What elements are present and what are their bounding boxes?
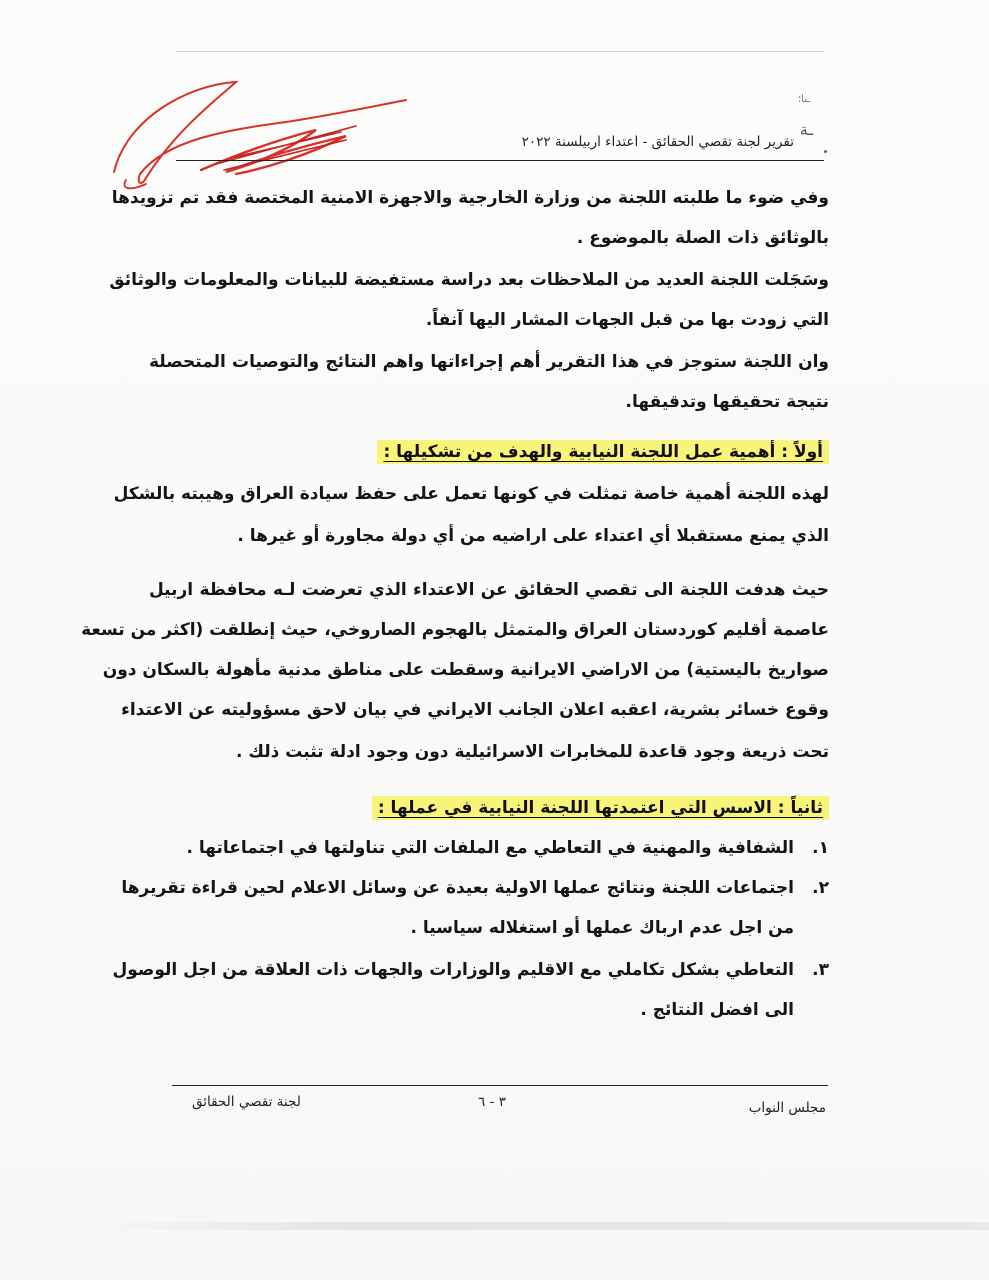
- paragraph-line: حيث هدفت اللجنة الى تقصي الحقائق عن الاعتداء الذي تعرضت لـه محافظة اربيل: [149, 580, 829, 600]
- paragraph-line: وفي ضوء ما طلبته اللجنة من وزارة الخارجية والاجهزة الامنية المختصة فقد تم تزويدها: [111, 188, 829, 208]
- list-item: الشفافية والمهنية في التعاطي مع الملفات التي تناولتها في اجتماعاتها .: [186, 838, 794, 858]
- corner-marking: ـنا؛: [798, 94, 811, 105]
- top-border-line: [176, 51, 824, 52]
- page-number: ٣ - ٦: [478, 1094, 506, 1110]
- list-item-number: ١.: [812, 838, 829, 858]
- paragraph-line: التي زودت بها من قبل الجهات المشار اليها آنفاً.: [425, 310, 829, 330]
- paragraph-line: الذي يمنع مستقبلا أي اعتداء على اراضيه من أي دولة مجاورة أو غيرها .: [237, 526, 829, 546]
- footer-council-name: مجلس النواب: [748, 1100, 826, 1116]
- paragraph-line: عاصمة أقليم كوردستان العراق والمتمثل بالهجوم الصاروخي، حيث إنطلقت (اكثر من تسعة: [81, 620, 829, 640]
- list-item: من اجل عدم ارباك عملها أو استغلاله سياسيا .: [410, 918, 794, 938]
- paragraph-line: وان اللجنة ستوجز في هذا التقرير أهم إجراءاتها واهم النتائج والتوصيات المتحصلة: [149, 352, 829, 372]
- section-heading: أولاً : أهمية عمل اللجنة النيابية والهدف من تشكيلها :: [377, 440, 829, 464]
- list-item-number: ٢.: [812, 878, 829, 898]
- report-title: تقرير لجنة تقصي الحقائق - اعتداء اربيلسنة ٢٠٢٢: [521, 134, 794, 150]
- section-heading: ثانياً : الاسس التي اعتمدتها اللجنة النيابية في عملها :: [372, 796, 829, 820]
- paragraph-line: بالوثائق ذات الصلة بالموضوع .: [576, 228, 829, 248]
- header-divider: [176, 160, 824, 161]
- footer-divider: [172, 1085, 828, 1086]
- list-item: اجتماعات اللجنة ونتائج عملها الاولية بعيدة عن وسائل الاعلام لحين قراءة تقريرها: [121, 878, 794, 898]
- side-dot: [824, 150, 827, 153]
- footer-committee-name: لجنة تقصي الحقائق: [192, 1094, 301, 1110]
- paragraph-line: وقوع خسائر بشرية، اعقبه اعلان الجانب الايراني في بيان لاحق مسؤوليته عن الاعتداء: [121, 700, 829, 720]
- list-item: التعاطي بشكل تكاملي مع الاقليم والوزارات والجهات ذات العلاقة من اجل الوصول: [112, 960, 794, 980]
- list-item: الى افضل النتائج .: [640, 1000, 794, 1020]
- paragraph-line: لهذه اللجنة أهمية خاصة تمثلت في كونها تعمل على حفظ سيادة العراق وهيبته بالشكل: [113, 484, 829, 504]
- paragraph-line: نتيجة تحقيقها وتدقيقها.: [625, 392, 829, 412]
- paragraph-line: تحت ذريعة وجود قاعدة للمخابرات الاسرائيلية دون وجود ادلة تثبت ذلك .: [236, 742, 829, 762]
- paragraph-line: وسَجَلت اللجنة العديد من الملاحظات بعد دراسة مستفيضة للبيانات والمعلومات والوثائق: [109, 270, 829, 290]
- handwritten-signature: [106, 60, 426, 200]
- scan-shadow: [85, 1222, 989, 1230]
- list-item-number: ٣.: [812, 960, 829, 980]
- corner-mark: ـة: [799, 120, 813, 139]
- paragraph-line: صواريخ باليستية) من الاراضي الايرانية وسقطت على مناطق مدنية مأهولة بالسكان دون: [102, 660, 829, 680]
